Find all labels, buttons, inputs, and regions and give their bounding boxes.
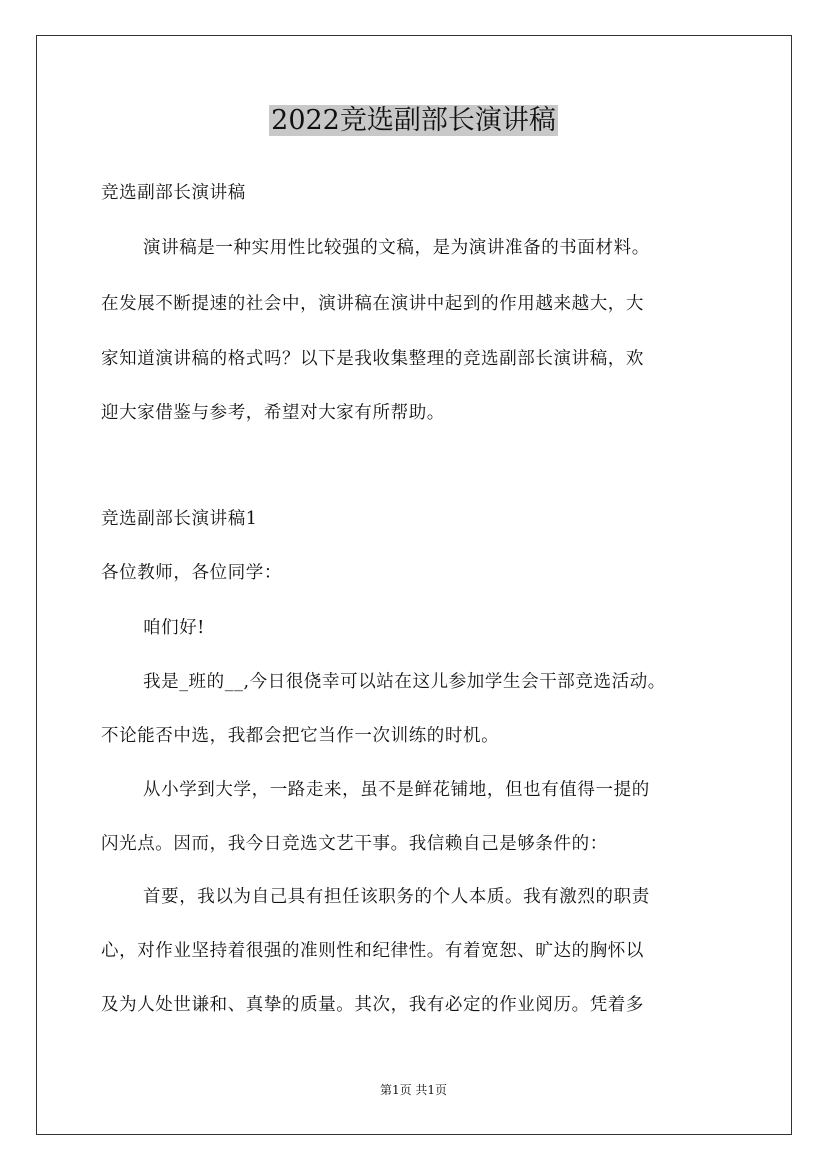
body-line-2: 不论能否中选，我都会把它当作一次训练的时机。: [101, 726, 500, 746]
intro-line-2: 在发展不断提速的社会中，演讲稿在演讲中起到的作用越来越大，大: [101, 294, 644, 314]
greeting: 各位教师，各位同学：: [101, 563, 282, 583]
body-line-5: 首要，我以为自己具有担任该职务的个人本质。我有激烈的职责: [143, 887, 650, 907]
hello-line: 咱们好!: [143, 618, 205, 638]
intro-line-3: 家知道演讲稿的格式吗？以下是我收集整理的竞选副部长演讲稿，欢: [101, 349, 644, 369]
body-line-4: 闪光点。因而，我今日竞选文艺干事。我信赖自己是够条件的：: [101, 834, 608, 854]
intro-line-4: 迎大家借鉴与参考，希望对大家有所帮助。: [101, 403, 445, 423]
body-line-6: 心，对作业坚持着很强的准则性和纪律性。有着宽恕、旷达的胸怀以: [101, 941, 644, 961]
document-subtitle: 竞选副部长演讲稿: [101, 183, 246, 203]
document-title: 2022竞选副部长演讲稿: [271, 105, 556, 136]
section-heading: 竞选副部长演讲稿1: [101, 509, 258, 529]
body-line-7: 及为人处世谦和、真挚的质量。其次，我有必定的作业阅历。凭着多: [101, 995, 644, 1015]
intro-line-1: 演讲稿是一种实用性比较强的文稿，是为演讲准备的书面材料。: [143, 238, 650, 258]
page-footer: 第1页 共1页: [379, 1083, 448, 1097]
body-line-1: 我是_班的__,今日很侥幸可以站在这儿参加学生会干部竞选活动。: [143, 672, 666, 692]
body-line-3: 从小学到大学，一路走来，虽不是鲜花铺地，但也有值得一提的: [143, 780, 650, 800]
